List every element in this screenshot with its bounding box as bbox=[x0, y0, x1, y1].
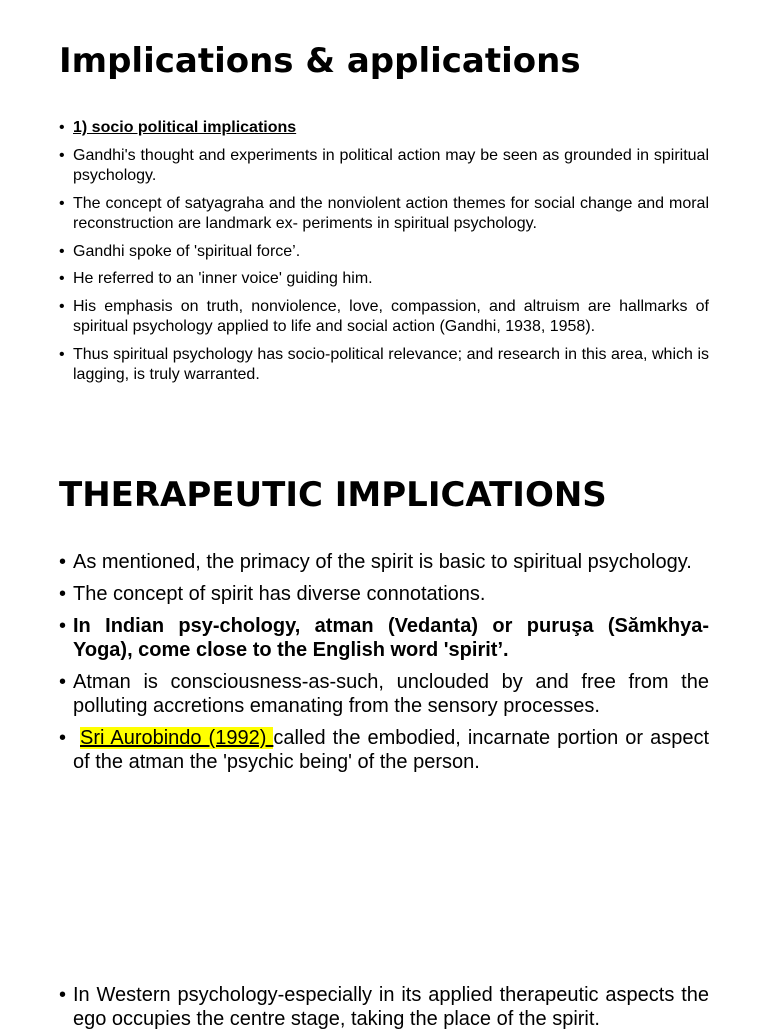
bullet-item bbox=[59, 614, 709, 662]
bullet-item: • Gandhi's thought and experiments in political action may be seen as grounded in spiritual psychology. bbox=[59, 146, 709, 187]
bullet-item bbox=[59, 118, 709, 139]
bullet-item: • He referred to an 'inner voice' guiding him. bbox=[59, 269, 709, 290]
bullet-item: • Thus spiritual psychology has socio-political relevance; and research in this area, which is lagging, is truly warranted. bbox=[59, 345, 709, 386]
bullet-item: • As mentioned, the primacy of the spirit is basic to spiritual psychology. bbox=[59, 550, 709, 574]
bullet-item bbox=[59, 726, 709, 774]
bullet-item: • Atman is consciousness-as-such, unclouded by and free from the polluting accretions emanating from the sensory processes. bbox=[59, 670, 709, 718]
bullet-item: • Gandhi spoke of 'spiritual force’. bbox=[59, 242, 709, 263]
bullet-item: • His emphasis on truth, nonviolence, love, compassion, and altruism are hallmarks of spiritual psychology applied to life and social action (Gandhi, 1938, 1958). bbox=[59, 297, 709, 338]
therapeutic-bullet-list bbox=[59, 550, 709, 782]
citation-rest-text: called the embodied, incarnate portion or aspect of the atman the 'psychic being' of the person. bbox=[73, 727, 709, 773]
bullet-lead-space bbox=[73, 727, 80, 749]
bullet-item: • The concept of satyagraha and the nonviolent action themes for social change and moral reconstruction are landmark ex- periments in spiritual psychology. bbox=[59, 194, 709, 235]
slide-title-implications: Implications & applications bbox=[59, 41, 581, 81]
bullet-item: • The concept of spirit has diverse connotations. bbox=[59, 582, 709, 606]
bullet-item: • In Western psychology-especially in its applied therapeutic aspects the ego occupies the centre stage, taking the place of the spirit. bbox=[59, 983, 709, 1031]
highlighted-citation: Sri Aurobindo (1992) bbox=[80, 727, 274, 749]
slide-title-therapeutic: THERAPEUTIC IMPLICATIONS bbox=[59, 475, 607, 515]
socio-political-bullet-list bbox=[59, 118, 709, 393]
subheading-socio-political: 1) socio political implications bbox=[73, 119, 297, 136]
bold-statement-indian-psychology: In Indian psy-chology, atman (Vedanta) or puruşa (Sămkhya- Yoga), come close to the English word 'spirit’. bbox=[73, 615, 709, 661]
